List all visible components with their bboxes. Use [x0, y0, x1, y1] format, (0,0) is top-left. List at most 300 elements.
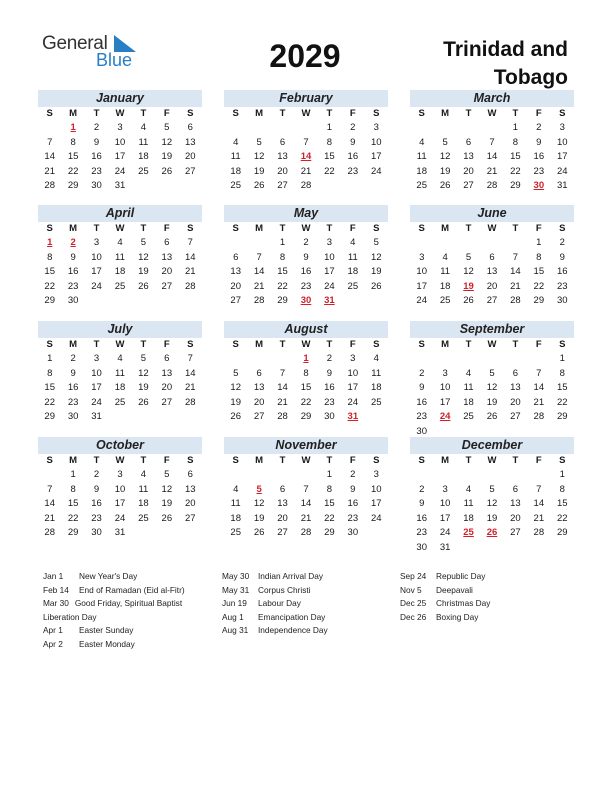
- day-cell: 5: [164, 122, 170, 133]
- year-title: 2029: [269, 38, 341, 74]
- day-cell: [38, 468, 61, 483]
- week-row: [224, 512, 388, 527]
- week-row: [224, 179, 388, 194]
- day-cell: 5: [233, 367, 239, 379]
- day-cell: 21: [44, 512, 55, 524]
- day-cell: 4: [140, 122, 147, 133]
- day-cell: 30: [91, 527, 102, 538]
- day-cell: [247, 236, 270, 251]
- day-cell: 18: [114, 382, 126, 393]
- day-cell: 6: [512, 483, 519, 495]
- day-cell: 5: [373, 237, 379, 248]
- day-cell: 14: [486, 151, 498, 162]
- day-cell: 22: [67, 512, 79, 524]
- holiday-date: Jan 1: [43, 571, 64, 581]
- day-cell: 4: [117, 353, 123, 364]
- day-cell: 19: [138, 382, 149, 393]
- day-cell: 8: [326, 483, 333, 495]
- day-cell: 17: [556, 151, 568, 162]
- day-cell: [504, 541, 527, 556]
- day-cell: 30: [67, 411, 79, 422]
- day-cell: 18: [463, 512, 474, 524]
- month-july: [38, 321, 202, 425]
- weekday-label: M: [441, 223, 450, 234]
- week-row: [224, 396, 388, 411]
- day-cell: 19: [370, 266, 382, 277]
- month-header: October: [38, 437, 202, 454]
- day-cell: 19: [161, 151, 173, 162]
- day-cell: 6: [256, 367, 262, 379]
- day-cell: 2: [350, 122, 356, 133]
- day-cell: 21: [510, 280, 521, 292]
- day-cell: 18: [439, 280, 451, 292]
- day-cell: [480, 236, 503, 251]
- day-cell: 1: [559, 469, 565, 480]
- month-header: August: [224, 321, 388, 338]
- day-cell: [457, 468, 480, 483]
- day-cell: 18: [114, 266, 126, 277]
- week-row: [38, 236, 202, 251]
- weekday-label: F: [349, 339, 356, 350]
- day-cell: 11: [371, 367, 382, 379]
- day-cell: 23: [91, 165, 102, 177]
- day-cell: 24: [556, 165, 568, 177]
- day-cell: 20: [184, 151, 196, 162]
- day-cell: 9: [93, 483, 100, 495]
- day-cell: 16: [416, 396, 427, 408]
- day-cell: 7: [489, 136, 495, 148]
- day-cell: 25: [416, 180, 427, 191]
- day-cell: 7: [279, 367, 286, 379]
- week-row: [38, 468, 202, 483]
- weekday-label: T: [93, 455, 100, 466]
- week-row: [224, 381, 388, 396]
- day-cell: 15: [44, 266, 55, 277]
- month-september: [410, 321, 574, 439]
- day-cell: 17: [347, 382, 359, 393]
- day-cell: 15: [67, 498, 79, 509]
- day-cell: 13: [486, 266, 498, 277]
- day-cell: 6: [279, 136, 286, 148]
- weekday-label: T: [465, 108, 472, 119]
- month-header: July: [38, 321, 202, 338]
- day-cell: 15: [324, 498, 335, 509]
- day-cell: 1: [303, 353, 309, 364]
- weekday-label: W: [115, 455, 125, 466]
- day-cell: 6: [279, 483, 286, 495]
- day-cell: 21: [300, 165, 312, 177]
- holiday-item: [43, 584, 203, 598]
- day-cell: 15: [277, 266, 288, 277]
- day-cell: 12: [230, 382, 241, 393]
- day-cell: 4: [373, 353, 379, 364]
- week-row: [224, 121, 388, 136]
- day-cell: 17: [439, 512, 451, 524]
- day-cell: [433, 236, 456, 251]
- weekday-label: M: [255, 455, 264, 466]
- day-cell: 22: [277, 280, 288, 292]
- day-cell: 1: [326, 122, 333, 133]
- day-cell: [480, 121, 503, 136]
- day-cell: 9: [350, 136, 356, 148]
- day-cell: 6: [489, 251, 495, 263]
- day-cell: 14: [300, 498, 312, 509]
- day-cell: 31: [114, 180, 126, 191]
- weekday-label: F: [535, 455, 542, 466]
- day-cell: 2: [419, 367, 425, 379]
- day-cell: 7: [536, 483, 542, 495]
- day-cell: 22: [300, 396, 312, 408]
- day-cell: 27: [161, 396, 173, 408]
- day-cell: 18: [370, 382, 382, 393]
- day-cell: 22: [44, 396, 55, 408]
- day-cell: [410, 468, 433, 483]
- weekday-label: W: [487, 108, 497, 119]
- week-row: [224, 136, 388, 151]
- holiday-date: Jun 19: [222, 598, 247, 608]
- week-row: [224, 251, 388, 266]
- holiday-name: Independence Day: [258, 625, 328, 635]
- weekday-label: T: [140, 455, 147, 466]
- day-cell: [247, 352, 270, 367]
- weekday-label: W: [301, 223, 311, 234]
- day-cell: 28: [300, 527, 312, 538]
- day-cell: 12: [253, 498, 265, 509]
- week-row: [224, 497, 388, 512]
- day-cell: 8: [303, 367, 309, 379]
- day-cell: 9: [419, 382, 425, 393]
- weekday-label: M: [441, 108, 450, 119]
- day-cell: [504, 352, 527, 367]
- weekday-label: S: [187, 108, 194, 119]
- day-cell: 18: [138, 151, 149, 162]
- day-cell: 2: [419, 483, 425, 495]
- day-cell: 3: [419, 251, 425, 263]
- day-cell: [132, 179, 155, 194]
- holiday-date: Sep 24: [400, 571, 427, 581]
- day-cell: 7: [303, 136, 309, 148]
- day-cell: 18: [463, 396, 474, 408]
- weekday-label: W: [301, 455, 311, 466]
- day-cell: 4: [140, 469, 147, 480]
- day-cell: 27: [161, 280, 173, 292]
- day-cell: 29: [44, 411, 55, 422]
- holiday-name: New Year's Day: [79, 571, 138, 581]
- weekday-label: F: [163, 223, 170, 234]
- day-cell: 19: [486, 512, 498, 524]
- weekday-label: T: [326, 108, 333, 119]
- holiday-name: Easter Sunday: [79, 625, 134, 635]
- day-cell: 5: [442, 136, 448, 148]
- month-header: March: [410, 90, 574, 107]
- day-cell: 21: [277, 396, 288, 408]
- week-row: [224, 150, 388, 165]
- day-cell: 23: [416, 527, 427, 538]
- day-cell: 22: [510, 165, 521, 177]
- day-cell: 27: [277, 180, 288, 191]
- day-cell: 21: [44, 165, 55, 177]
- day-cell: 13: [463, 151, 474, 162]
- day-cell: 14: [533, 498, 545, 509]
- holiday-item: [400, 584, 490, 598]
- day-cell: 10: [91, 367, 102, 379]
- day-cell: 2: [303, 237, 309, 248]
- day-cell: [527, 468, 550, 483]
- day-cell: 25: [230, 180, 241, 191]
- week-row: [410, 236, 574, 251]
- day-cell: 11: [347, 251, 358, 263]
- day-cell: 24: [114, 512, 126, 524]
- day-cell: 19: [138, 266, 149, 277]
- week-row: [224, 367, 388, 382]
- day-cell: 26: [161, 165, 173, 177]
- day-cell: 30: [556, 295, 568, 306]
- weekday-label: W: [487, 455, 497, 466]
- weekday-label: M: [441, 339, 450, 350]
- day-cell: 17: [370, 151, 382, 162]
- day-cell: 16: [91, 498, 102, 509]
- day-cell: 29: [324, 527, 335, 538]
- day-cell: 19: [439, 165, 451, 177]
- day-cell: [132, 410, 155, 425]
- day-cell: 3: [93, 353, 100, 364]
- weekday-header-row: [38, 222, 202, 236]
- day-cell: 26: [370, 280, 382, 292]
- month-header: February: [224, 90, 388, 107]
- day-cell: 12: [138, 251, 149, 263]
- day-cell: 31: [347, 411, 359, 422]
- day-cell: 26: [230, 411, 241, 422]
- weekday-label: W: [301, 339, 311, 350]
- day-cell: 13: [161, 367, 173, 379]
- day-cell: 16: [347, 151, 359, 162]
- day-cell: 2: [70, 237, 76, 248]
- month-header: September: [410, 321, 574, 338]
- day-cell: 17: [91, 266, 102, 277]
- day-cell: 3: [117, 122, 123, 133]
- logo: [42, 33, 142, 73]
- day-cell: 27: [486, 295, 498, 306]
- day-cell: 25: [370, 396, 382, 408]
- weekday-header-row: [410, 454, 574, 468]
- day-cell: 26: [253, 527, 265, 538]
- day-cell: 2: [93, 469, 100, 480]
- day-cell: 26: [486, 527, 498, 538]
- day-cell: 12: [161, 136, 173, 148]
- week-row: [410, 280, 574, 295]
- day-cell: [457, 352, 480, 367]
- weekday-label: S: [232, 108, 239, 119]
- week-row: [38, 381, 202, 396]
- weekday-label: S: [559, 108, 566, 119]
- day-cell: 16: [67, 266, 79, 277]
- month-april: [38, 205, 202, 309]
- day-cell: 22: [324, 165, 335, 177]
- day-cell: [504, 468, 527, 483]
- day-cell: 27: [253, 411, 265, 422]
- day-cell: 29: [300, 411, 312, 422]
- day-cell: [271, 352, 294, 367]
- day-cell: 21: [486, 165, 498, 177]
- day-cell: 26: [138, 280, 149, 292]
- weekday-label: W: [115, 339, 125, 350]
- day-cell: 21: [184, 382, 196, 393]
- month-december: [410, 437, 574, 555]
- day-cell: 27: [230, 295, 241, 306]
- day-cell: 20: [161, 266, 173, 277]
- day-cell: 23: [324, 396, 335, 408]
- logo-blue-text: Blue: [96, 50, 133, 70]
- holiday-name: End of Ramadan (Eid al-Fitr): [79, 584, 185, 595]
- day-cell: 2: [350, 469, 356, 480]
- weekday-label: S: [187, 455, 194, 466]
- day-cell: 6: [164, 237, 170, 248]
- day-cell: 9: [419, 498, 425, 509]
- weekday-label: M: [69, 339, 78, 350]
- day-cell: 14: [510, 266, 521, 277]
- day-cell: 11: [230, 498, 241, 509]
- day-cell: 10: [324, 251, 335, 263]
- weekday-label: S: [187, 223, 194, 234]
- month-march: [410, 90, 574, 194]
- weekday-label: T: [512, 108, 519, 119]
- day-cell: 14: [300, 151, 312, 162]
- week-row: [38, 367, 202, 382]
- day-cell: 28: [510, 295, 521, 306]
- day-cell: 8: [70, 483, 76, 495]
- day-cell: 22: [44, 280, 55, 292]
- month-august: [224, 321, 388, 425]
- day-cell: 23: [533, 165, 545, 177]
- day-cell: 11: [463, 382, 474, 393]
- day-cell: 7: [256, 251, 262, 263]
- day-cell: 11: [463, 498, 474, 509]
- day-cell: 4: [350, 237, 356, 248]
- weekday-label: M: [255, 108, 264, 119]
- day-cell: 19: [463, 280, 474, 292]
- day-cell: 1: [279, 237, 286, 248]
- week-row: [224, 236, 388, 251]
- holiday-date: Nov 5: [400, 584, 422, 595]
- day-cell: 30: [91, 180, 102, 191]
- day-cell: 6: [164, 353, 170, 364]
- holiday-name: Republic Day: [436, 571, 486, 581]
- day-cell: 4: [117, 237, 123, 248]
- day-cell: [247, 468, 270, 483]
- day-cell: 23: [347, 512, 359, 524]
- day-cell: 22: [556, 396, 568, 408]
- day-cell: 13: [253, 382, 265, 393]
- day-cell: 17: [416, 280, 427, 292]
- holiday-date: May 31: [222, 584, 250, 595]
- day-cell: 16: [556, 266, 568, 277]
- day-cell: [38, 121, 61, 136]
- month-header: May: [224, 205, 388, 222]
- day-cell: 7: [187, 353, 193, 364]
- day-cell: 8: [47, 251, 53, 263]
- day-cell: 16: [91, 151, 102, 162]
- day-cell: 31: [439, 541, 451, 553]
- weekday-label: T: [512, 339, 519, 350]
- day-cell: 9: [70, 251, 76, 263]
- day-cell: [365, 410, 388, 425]
- day-cell: 24: [91, 396, 102, 408]
- day-cell: 13: [230, 266, 241, 277]
- day-cell: 19: [486, 396, 498, 408]
- day-cell: 10: [347, 367, 359, 379]
- weekday-label: S: [373, 339, 380, 350]
- day-cell: 8: [279, 251, 286, 263]
- weekday-label: T: [465, 223, 472, 234]
- day-cell: [224, 468, 247, 483]
- weekday-label: M: [69, 223, 78, 234]
- day-cell: 11: [115, 251, 125, 263]
- day-cell: 20: [510, 512, 521, 524]
- week-row: [38, 136, 202, 151]
- week-row: [38, 497, 202, 512]
- day-cell: 5: [489, 483, 495, 495]
- day-cell: 10: [370, 483, 382, 495]
- weekday-label: S: [232, 223, 239, 234]
- day-cell: 14: [44, 498, 55, 509]
- week-row: [224, 526, 388, 541]
- week-row: [224, 410, 388, 425]
- week-row: [410, 526, 574, 541]
- day-cell: 18: [230, 165, 241, 177]
- day-cell: 27: [184, 165, 196, 177]
- day-cell: 2: [326, 353, 333, 364]
- day-cell: 8: [47, 367, 53, 379]
- holiday-item: [222, 611, 328, 625]
- day-cell: 1: [512, 122, 519, 133]
- week-row: [224, 294, 388, 309]
- day-cell: [224, 236, 247, 251]
- week-row: [38, 150, 202, 165]
- day-cell: 10: [114, 136, 126, 148]
- week-row: [410, 497, 574, 512]
- weekday-label: T: [140, 339, 147, 350]
- day-cell: 16: [533, 151, 545, 162]
- weekday-header-row: [224, 454, 388, 468]
- weekday-label: S: [232, 339, 239, 350]
- day-cell: 2: [559, 237, 565, 248]
- weekday-header-row: [224, 338, 388, 352]
- day-cell: 5: [140, 237, 147, 248]
- day-cell: [179, 294, 202, 309]
- day-cell: 9: [350, 483, 356, 495]
- weekday-label: W: [487, 339, 497, 350]
- holiday-date: Aug 1: [222, 611, 244, 622]
- day-cell: [433, 121, 456, 136]
- day-cell: [365, 294, 388, 309]
- day-cell: [341, 179, 364, 194]
- holiday-column: [43, 570, 203, 651]
- day-cell: 3: [373, 469, 379, 480]
- day-cell: [155, 179, 178, 194]
- day-cell: 1: [559, 353, 565, 364]
- day-cell: 30: [67, 295, 79, 306]
- day-cell: 5: [465, 251, 472, 263]
- day-cell: 4: [419, 136, 425, 148]
- day-cell: 28: [300, 180, 312, 191]
- day-cell: 14: [44, 151, 55, 162]
- day-cell: [410, 236, 433, 251]
- day-cell: 11: [416, 151, 427, 162]
- holiday-item: [222, 624, 328, 638]
- day-cell: 8: [512, 136, 519, 148]
- day-cell: 2: [536, 122, 542, 133]
- day-cell: 12: [161, 483, 173, 495]
